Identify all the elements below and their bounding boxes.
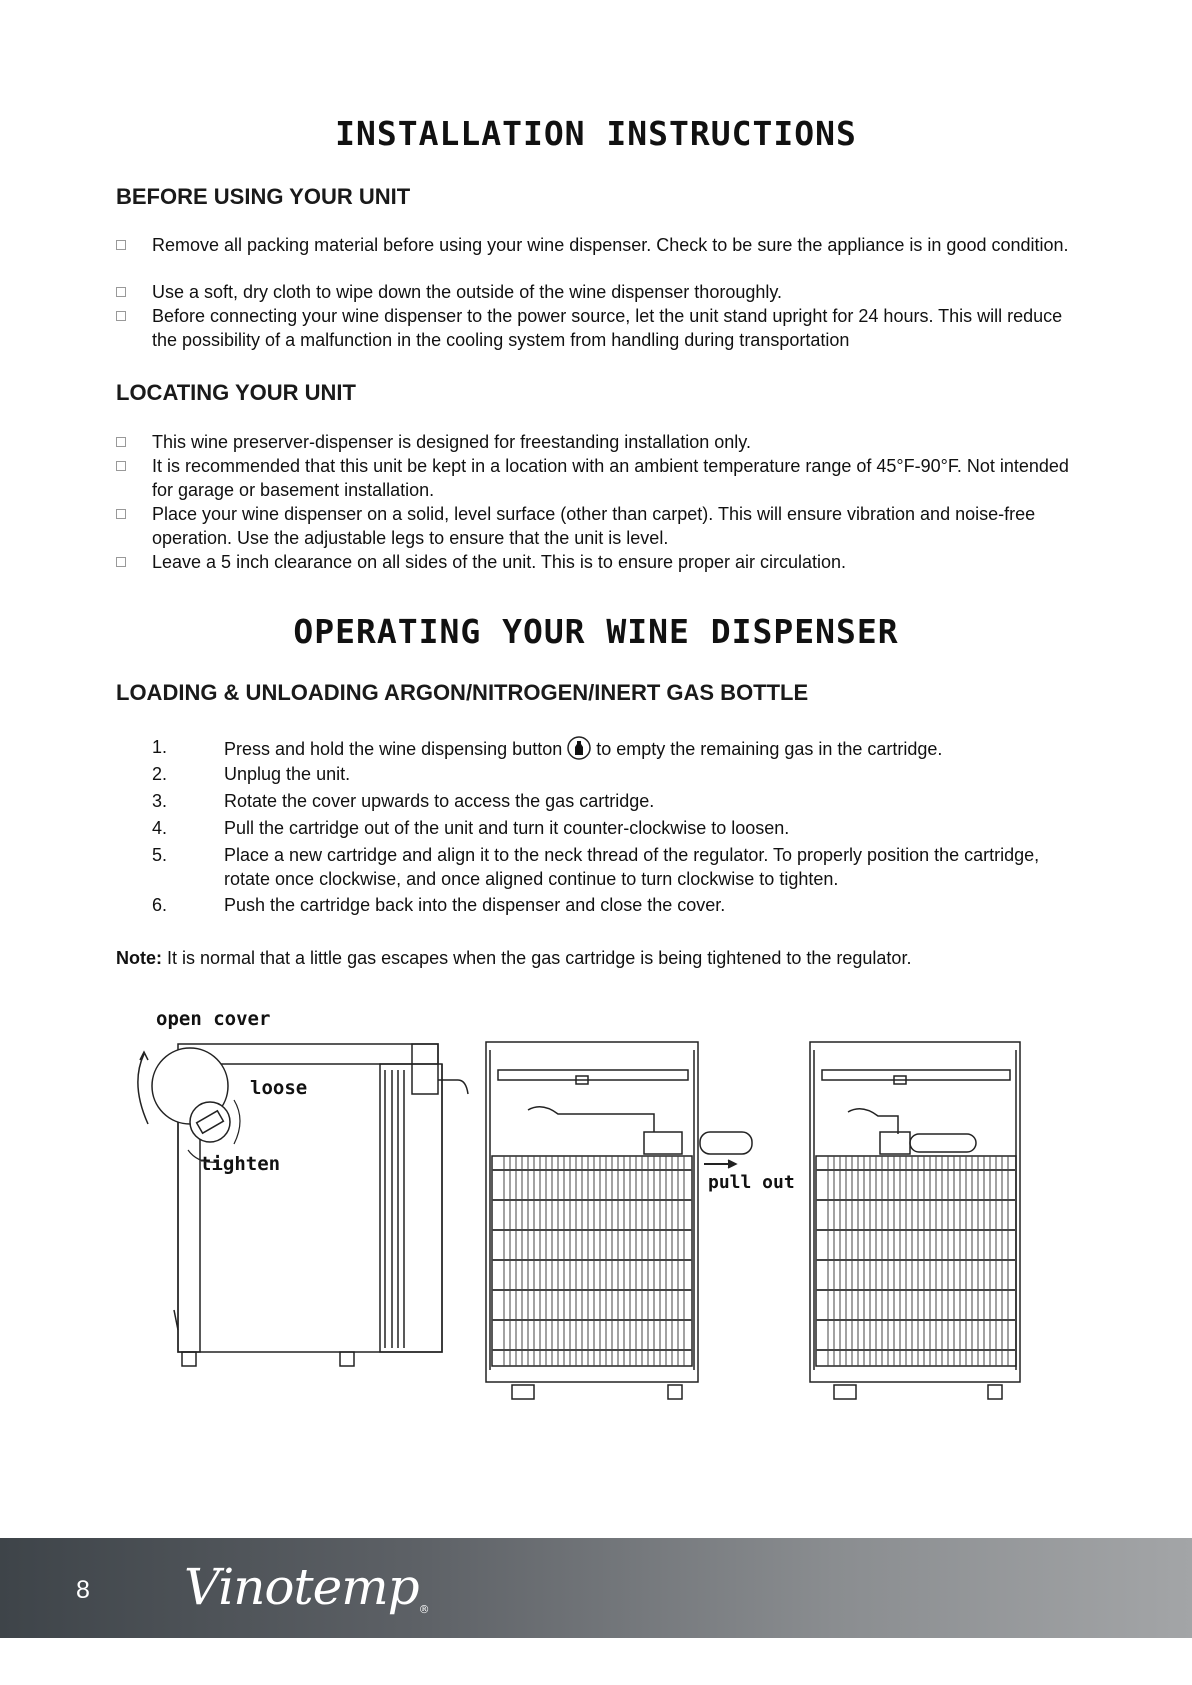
operating-title: OPERATING YOUR WINE DISPENSER bbox=[293, 612, 899, 651]
bullet-box-icon bbox=[116, 287, 126, 297]
step-text-before: Press and hold the wine dispensing button bbox=[224, 739, 568, 759]
bullet-box-icon bbox=[116, 557, 126, 567]
pull-out-label: pull out bbox=[708, 1172, 795, 1193]
step-number: 4. bbox=[152, 818, 168, 838]
loose-label: loose bbox=[250, 1077, 308, 1099]
bullet-box-icon bbox=[116, 240, 126, 250]
bullet-box-icon bbox=[116, 311, 126, 321]
step-text: Rotate the cover upwards to access the gas cartridge. bbox=[224, 791, 655, 811]
list-item-text: Leave a 5 inch clearance on all sides of the unit. This is to ensure proper air circulation. bbox=[152, 552, 847, 572]
step-number: 3. bbox=[152, 791, 168, 811]
step-number: 1. bbox=[152, 737, 168, 757]
list-item-text: It is recommended that this unit be kept in a location with an ambient temperature range of 45°F-90°F. Not intended for garage or basement installation. bbox=[152, 456, 1069, 500]
list-item-text: Use a soft, dry cloth to wipe down the outside of the wine dispenser thoroughly. bbox=[152, 282, 783, 302]
step-number: 2. bbox=[152, 764, 168, 784]
list-item-text: Remove all packing material before using your wine dispenser. Check to be sure the appliance is in good condition. bbox=[152, 235, 1069, 255]
step-text: Pull the cartridge out of the unit and turn it counter-clockwise to loosen. bbox=[224, 818, 790, 838]
locating-heading: LOCATING YOUR UNIT bbox=[116, 380, 356, 405]
step-text: Push the cartridge back into the dispenser and close the cover. bbox=[224, 895, 726, 915]
brand-logo bbox=[184, 1558, 429, 1616]
note-text: It is normal that a little gas escapes when the gas cartridge is being tightened to the regulator. bbox=[162, 948, 912, 968]
page-number: 8 bbox=[76, 1576, 90, 1604]
list-item-text: Before connecting your wine dispenser to the power source, let the unit stand upright for 24 hours. This will reduce the possibility of a malfunction in the cooling system from handling during transportation bbox=[152, 306, 1063, 350]
note bbox=[116, 948, 911, 969]
open-cover-label: open cover bbox=[156, 1008, 271, 1030]
front-view-installed-diagram bbox=[808, 1040, 1028, 1405]
step-text bbox=[224, 736, 1064, 762]
list-item-text: Place your wine dispenser on a solid, level surface (other than carpet). This will ensure vibration and noise-free operation. Use the adjustable legs to ensure that the unit is level. bbox=[152, 504, 1036, 548]
step-text-after: to empty the remaining gas in the cartridge. bbox=[591, 739, 943, 759]
step-number: 6. bbox=[152, 895, 168, 915]
step-text: Unplug the unit. bbox=[224, 764, 351, 784]
side-view-diagram bbox=[130, 1030, 470, 1400]
step-text: Place a new cartridge and align it to the neck thread of the regulator. To properly position the cartridge, rotate once clockwise, and once aligned continue to turn clockwise to tighten. bbox=[224, 845, 1040, 889]
registered-mark: ® bbox=[418, 1603, 429, 1616]
footer-band bbox=[0, 1538, 1192, 1638]
bullet-box-icon bbox=[116, 509, 126, 519]
gas-bottle-heading: LOADING & UNLOADING ARGON/NITROGEN/INERT GAS BOTTLE bbox=[116, 680, 809, 705]
brand-name: Vinotemp bbox=[184, 1558, 419, 1616]
installation-title: INSTALLATION INSTRUCTIONS bbox=[335, 114, 857, 153]
bullet-box-icon bbox=[116, 461, 126, 471]
tighten-label: tighten bbox=[200, 1153, 281, 1175]
list-item-text: This wine preserver-dispenser is designed for freestanding installation only. bbox=[152, 432, 751, 452]
dispense-button-icon bbox=[567, 736, 591, 760]
front-view-pull-out-diagram bbox=[484, 1040, 764, 1405]
note-label: Note: bbox=[116, 948, 162, 968]
before-using-heading: BEFORE USING YOUR UNIT bbox=[116, 184, 411, 209]
bullet-box-icon bbox=[116, 437, 126, 447]
step-number: 5. bbox=[152, 845, 168, 865]
